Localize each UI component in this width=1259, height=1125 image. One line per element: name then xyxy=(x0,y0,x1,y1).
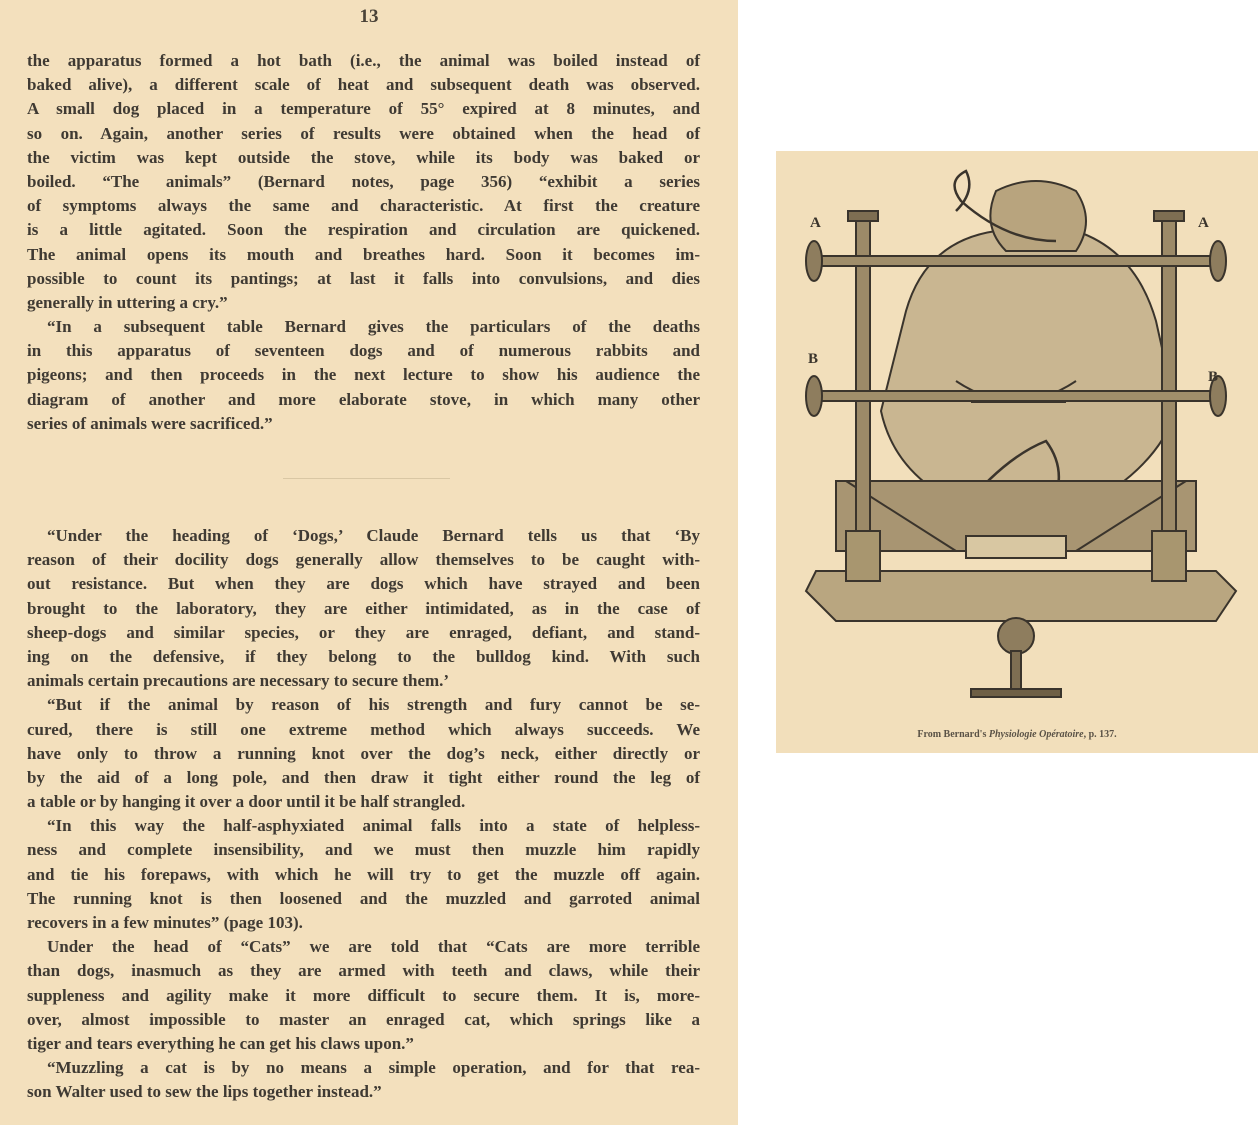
text-line: sheep-dogs and similar species, or they are enraged, defiant, and stand- xyxy=(27,622,700,642)
text-line: recovers in a few minutes” (page 103). xyxy=(27,913,303,932)
text-line: have only to throw a running knot over the dog’s neck, either directly or xyxy=(27,743,700,763)
text-line: Under the head of “Cats” we are told that “Cats are more terrible xyxy=(47,937,700,957)
figure-caption xyxy=(776,729,1258,740)
label-a-right: A xyxy=(1198,215,1209,231)
text-line: pigeons; and then proceeds in the next lecture to show his audience the xyxy=(27,365,700,385)
text-line: series of animals were sacrificed.” xyxy=(27,413,273,433)
text-line: baked alive), a different scale of heat and subsequent death was observed. xyxy=(27,75,700,95)
text-line: reason of their docility dogs generally allow themselves to be caught with- xyxy=(27,550,700,570)
label-b-left: B xyxy=(808,351,819,367)
text-line: ing on the defensive, if they belong to the bulldog kind. With such xyxy=(27,646,700,666)
section-divider xyxy=(283,478,450,479)
text-line: animals certain precautions are necessary to secure them.’ xyxy=(27,671,450,691)
text-line: the victim was kept outside the stove, while its body was baked or xyxy=(27,147,700,167)
text-line: ness and complete insensibility, and we must then muzzle him rapidly xyxy=(27,840,700,860)
label-b-right: B xyxy=(1208,369,1219,385)
caption-title: Physiologie Opératoire xyxy=(988,729,1084,740)
text-line: generally in uttering a cry.” xyxy=(27,292,228,312)
illustration-panel xyxy=(776,151,1258,753)
text-line: is a little agitated. Soon the respiration and circulation are quickened. xyxy=(27,220,700,240)
text-line: over, almost impossible to master an enraged cat, which springs like a xyxy=(27,1009,700,1029)
text-line: cured, there is still one extreme method which always succeeds. We xyxy=(27,719,700,739)
text-line: than dogs, inasmuch as they are armed with teeth and claws, while their xyxy=(27,961,700,981)
text-line: the apparatus formed a hot bath (i.e., the animal was boiled instead of xyxy=(27,51,700,70)
text-line: and tie his forepaws, with which he will try to get the muzzle off again. xyxy=(27,864,700,884)
text-line: suppleness and agility make it more difficult to secure them. It is, more- xyxy=(27,985,700,1005)
text-line: boiled. “The animals” (Bernard notes, page 356) “exhibit a series xyxy=(27,171,700,191)
text-line: by the aid of a long pole, and then draw it tight either round the leg of xyxy=(27,767,700,787)
text-line: son Walter used to sew the lips together instead.” xyxy=(27,1082,382,1102)
caption-suffix: , p. 137. xyxy=(1083,729,1117,740)
text-line: “Under the heading of ‘Dogs,’ Claude Bernard tells us that ‘By xyxy=(47,526,700,545)
text-line: “In a subsequent table Bernard gives the particulars of the deaths xyxy=(47,317,700,337)
text-line: tiger and tears everything he can get his claws upon.” xyxy=(27,1033,414,1053)
page-number: 13 xyxy=(359,6,379,27)
text-line: out resistance. But when they are dogs which have strayed and been xyxy=(27,574,700,594)
text-line: so on. Again, another series of results were obtained when the head of xyxy=(27,123,700,143)
text-line: diagram of another and more elaborate stove, in which many other xyxy=(27,389,700,409)
text-line: possible to count its pantings; at last it falls into convulsions, and dies xyxy=(27,268,700,288)
restraint-apparatus-engraving xyxy=(776,151,1258,753)
text-line: brought to the laboratory, they are either intimidated, as in the case of xyxy=(27,598,700,618)
text-line: of symptoms always the same and characteristic. At first the creature xyxy=(27,196,700,216)
text-line: The animal opens its mouth and breathes hard. Soon it becomes im- xyxy=(27,244,700,264)
text-line: “But if the animal by reason of his strength and fury cannot be se- xyxy=(47,695,700,715)
text-block-top xyxy=(27,49,700,436)
text-line: in this apparatus of seventeen dogs and of numerous rabbits and xyxy=(27,341,700,361)
text-line: a table or by hanging it over a door until it be half strangled. xyxy=(27,792,466,812)
label-a-left: A xyxy=(810,215,821,231)
text-line: A small dog placed in a temperature of 55° expired at 8 minutes, and xyxy=(27,99,700,119)
text-line: “In this way the half-asphyxiated animal falls into a state of helpless- xyxy=(47,816,700,836)
text-line: The running knot is then loosened and the muzzled and garroted animal xyxy=(27,888,700,908)
text-block-bottom xyxy=(27,524,700,1105)
text-line: “Muzzling a cat is by no means a simple operation, and for that rea- xyxy=(47,1058,700,1078)
caption-prefix: From Bernard's xyxy=(917,729,989,740)
